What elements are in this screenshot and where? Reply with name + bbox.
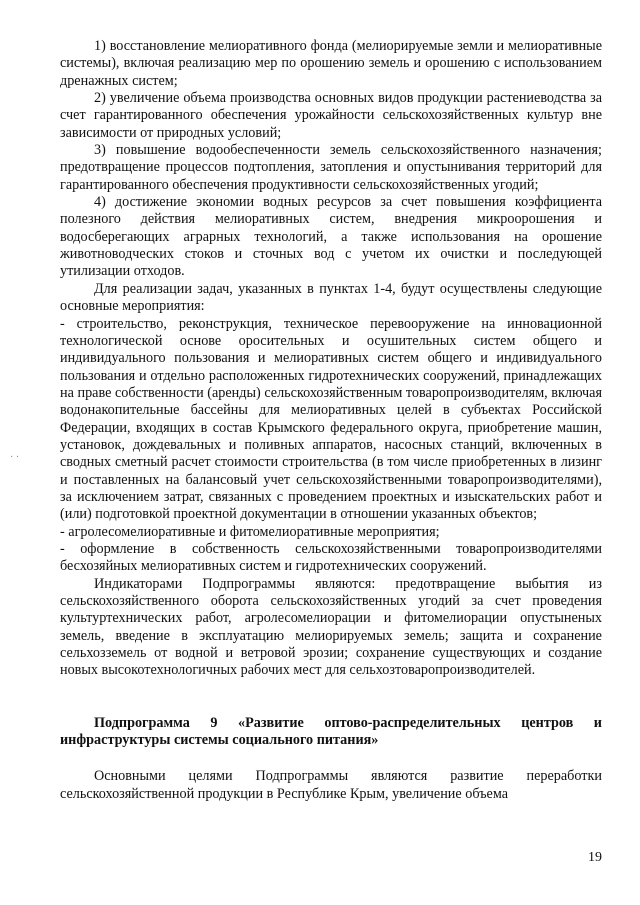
indicators-paragraph: Индикаторами Подпрограммы являются: предотвращение выбытия из сельскохозяйственного оборота сельскохозяйственных угодий за счет проведения культуртехнических работ, агролесомелиорации и фитомелиорации опустыненых земель, введение в эксплуатацию мелиорируемых земель; защита и сохранение сельхозземель от водной и ветровой эрозии; сохранение существующих и создание новых высокотехнологичных рабочих мест для сельхозтоваропроизводителей. [60, 575, 602, 679]
task-2-paragraph: 2) увеличение объема производства основных видов продукции растениеводства за счет гарантированного обеспечения урожайности сельскохозяйственных культур вне зависимости от природных условий; [60, 90, 602, 141]
subprogram-9-heading: Подпрограмма 9 «Развитие оптово-распределительных центров и инфраструктуры системы социального питания» [60, 714, 602, 749]
task-4-paragraph: 4) достижение экономии водных ресурсов за счет повышения коэффициента полезного действия мелиоративных систем, внедрения микроорошения и водосберегающих аграрных технологий, а также использования на орошение животноводческих стоков и сточных вод с учетом их очистки и последующей утилизации отходов. [60, 194, 602, 280]
page-number: 19 [588, 850, 602, 865]
measure-agroforestry-item: - агролесомелиоративные и фитомелиоративные мероприятия; [60, 523, 440, 540]
task-3-paragraph: 3) повышение водообеспеченности земель сельскохозяйственного назначения; предотвращение процессов подтопления, затопления и опустынивания территорий для гарантированного обеспечения продуктивности сельскохозяйственных угодий; [60, 142, 602, 193]
task-1-paragraph: 1) восстановление мелиоративного фонда (мелиорируемые земли и мелиоративные системы), включая реализацию мер по орошению земель и орошению с использованием дренажных систем; [60, 38, 602, 89]
measure-construction-item: - строительство, реконструкция, техническое перевооружение на инновационной технологической основе оросительных и осушительных систем общего и индивидуального пользования и мелиоративных систем общего и индивидуального пользования и отдельно расположенных гидротехнических сооружений, принадлежащих на праве собственности (аренды) сельскохозяйственным товаропроизводителям, включая водонакопительные бассейны для мелиоративных целей в субъектах Российской Федерации, входящих в состав Крымского федерального округа, приобретение машин, установок, дождевальных и поливных аппаратов, насосных станций, включенных в сводных сметный расчет стоимости строительства (в том числе приобретенных в лизинг и поставленных на балансовый учет сельскохозяйственными товаропроизводителями), за исключением затрат, связанных с проведением проектных и изыскательских работ и (или) подготовкой проектной документации в отношении указанных объектов; [60, 315, 602, 523]
measure-ownership-item: - оформление в собственность сельскохозяйственными товаропроизводителями бесхозяйных мелиоративных систем и гидротехнических сооружений. [60, 540, 602, 575]
page-body [60, 38, 602, 803]
scan-artifact-mark: · · [10, 452, 20, 463]
measures-intro-paragraph: Для реализации задач, указанных в пунктах 1-4, будут осуществлены следующие основные мероприятия: [60, 280, 602, 315]
subprogram-9-goals-paragraph: Основными целями Подпрограммы являются развитие переработки сельскохозяйственной продукции в Республике Крым, увеличение объема [60, 768, 602, 802]
